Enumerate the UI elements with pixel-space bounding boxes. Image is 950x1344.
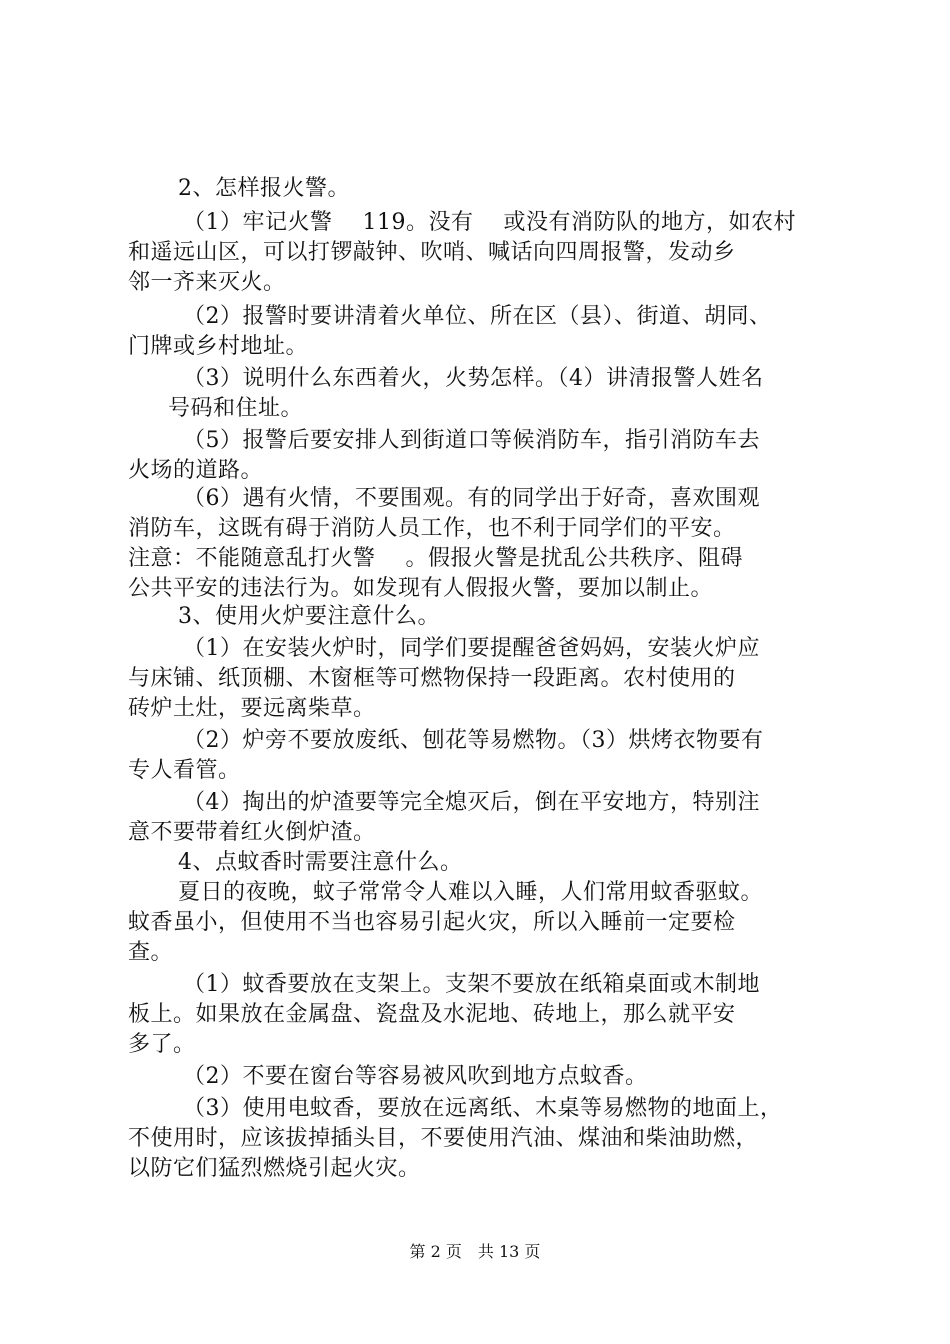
page-number-footer: 第 2 页 共 13 页 <box>409 1242 541 1261</box>
text-line: 多了。 <box>128 1032 196 1057</box>
text-line: 专人看管。 <box>128 758 241 783</box>
text-line: 砖炉土灶，要远离柴草。 <box>128 696 376 721</box>
text-line: （2）不要在窗台等容易被风吹到地方点蚊香。 <box>183 1064 648 1089</box>
text-line: 查。 <box>128 940 174 965</box>
text-line: （5）报警后要安排人到街道口等候消防车，指引消防车去 <box>183 428 760 453</box>
text-line: 3、使用火炉要注意什么。 <box>178 604 440 629</box>
text-line: 不使用时，应该拔掉插头目，不要使用汽油、煤油和柴油助燃， <box>128 1126 759 1151</box>
text-line: 蚊香虽小，但使用不当也容易引起火灾，所以入睡前一定要检 <box>128 910 736 935</box>
text-line: 消防车，这既有碍于消防人员工作，也不利于同学们的平安。 <box>128 516 736 541</box>
text-line: 夏日的夜晚，蚊子常常令人难以入睡，人们常用蚊香驱蚊。 <box>178 880 764 905</box>
text-line: （2）报警时要讲清着火单位、所在区（县）、街道、胡同、 <box>183 304 772 329</box>
text-line: （3）说明什么东西着火，火势怎样。（4）讲清报警人姓名 <box>183 366 764 391</box>
text-line: 号码和住址。 <box>168 396 304 421</box>
text-line: 与床铺、纸顶棚、木窗框等可燃物保持一段距离。农村使用的 <box>128 666 736 691</box>
text-line: 2、怎样报火警。 <box>178 176 350 201</box>
text-line: 和遥远山区，可以打锣敲钟、吹哨、喊话向四周报警，发动乡 <box>128 240 736 265</box>
text-line: 板上。如果放在金属盘、瓷盘及水泥地、砖地上，那么就平安 <box>128 1002 736 1027</box>
text-line: 门牌或乡村地址。 <box>128 334 309 359</box>
text-line: 意不要带着红火倒炉渣。 <box>128 820 376 845</box>
text-line: （1）蚊香要放在支架上。支架不要放在纸箱桌面或木制地 <box>183 972 760 997</box>
text-line: 以防它们猛烈燃烧引起火灾。 <box>128 1156 421 1181</box>
text-line: 4、点蚊香时需要注意什么。 <box>178 850 463 875</box>
text-line: （4）掏出的炉渣要等完全熄灭后，倒在平安地方，特别注 <box>183 790 760 815</box>
text-line: （1）牢记火警 119。没有 或没有消防队的地方，如农村 <box>183 210 796 235</box>
text-line: 火场的道路。 <box>128 458 264 483</box>
text-line: 邻一齐来灭火。 <box>128 270 286 295</box>
text-line: （2）炉旁不要放废纸、刨花等易燃物。（3）烘烤衣物要有 <box>183 728 764 753</box>
text-line: 注意：不能随意乱打火警 。假报火警是扰乱公共秩序、阻碍 <box>128 546 743 571</box>
text-line: （1）在安装火炉时，同学们要提醒爸爸妈妈，安装火炉应 <box>183 636 760 661</box>
text-line: （3）使用电蚊香，要放在远离纸、木桌等易燃物的地面上， <box>183 1096 783 1121</box>
text-line: 公共平安的违法行为。如发现有人假报火警，要加以制止。 <box>128 576 714 601</box>
text-line: （6）遇有火情，不要围观。有的同学出于好奇，喜欢围观 <box>183 486 760 511</box>
